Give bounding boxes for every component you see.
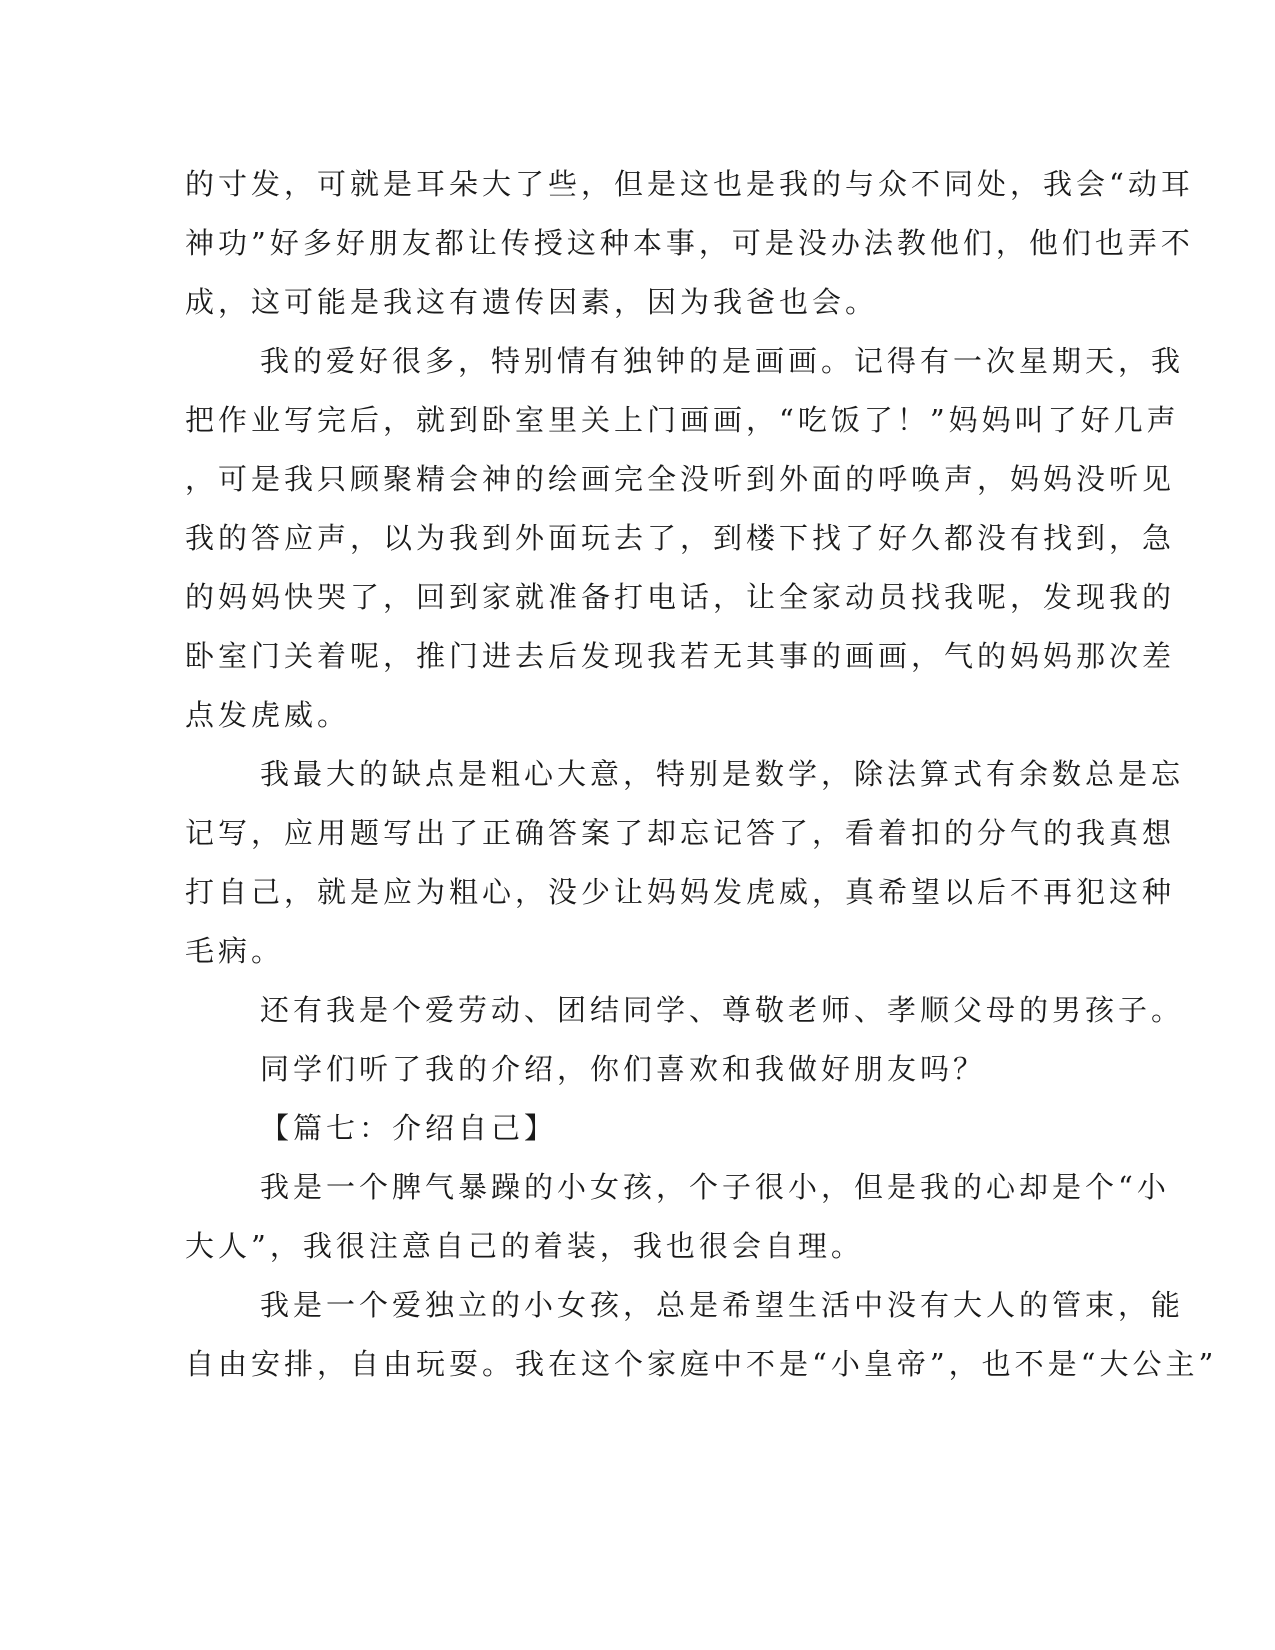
text-line: 打自己，就是应为粗心，没少让妈妈发虎威，真希望以后不再犯这种 (185, 875, 1176, 909)
paragraph-first-line: 我的爱好很多，特别情有独钟的是画画。记得有一次星期天，我 (260, 344, 1185, 378)
text-line: 神功”好多好朋友都让传授这种本事，可是没办法教他们，他们也弄不 (185, 226, 1194, 260)
text-line: 毛病。 (185, 934, 285, 968)
text-line: 点发虎威。 (185, 698, 351, 732)
text-line: 自由安排，自由玩耍。我在这个家庭中不是“小皇帝”，也不是“大公主” (185, 1347, 1218, 1381)
paragraph-first-line: 还有我是个爱劳动、团结同学、尊敬老师、孝顺父母的男孩子。 (260, 993, 1185, 1027)
text-line: ，可是我只顾聚精会神的绘画完全没听到外面的呼唤声，妈妈没听见 (185, 462, 1176, 496)
text-line: 卧室门关着呢，推门进去后发现我若无其事的画画，气的妈妈那次差 (185, 639, 1176, 673)
section-heading: 【篇七：介绍自己】 (260, 1111, 558, 1145)
paragraph-first-line: 我是一个爱独立的小女孩，总是希望生活中没有大人的管束，能 (260, 1288, 1185, 1322)
text-line: 记写，应用题写出了正确答案了却忘记答了，看着扣的分气的我真想 (185, 816, 1176, 850)
text-line: 我的答应声，以为我到外面玩去了，到楼下找了好久都没有找到，急 (185, 521, 1176, 555)
paragraph-first-line: 我最大的缺点是粗心大意，特别是数学，除法算式有余数总是忘 (260, 757, 1185, 791)
text-line: 的寸发，可就是耳朵大了些，但是这也是我的与众不同处，我会“动耳 (185, 167, 1194, 201)
text-line: 把作业写完后，就到卧室里关上门画画，“吃饭了！”妈妈叫了好几声 (185, 403, 1180, 437)
paragraph-first-line: 同学们听了我的介绍，你们喜欢和我做好朋友吗？ (260, 1052, 987, 1086)
text-line: 成，这可能是我这有遗传因素，因为我爸也会。 (185, 285, 879, 319)
text-line: 大人”，我很注意自己的着装，我也很会自理。 (185, 1229, 864, 1263)
paragraph-first-line: 我是一个脾气暴躁的小女孩，个子很小，但是我的心却是个“小 (260, 1170, 1170, 1204)
text-line: 的妈妈快哭了，回到家就准备打电话，让全家动员找我呢，发现我的 (185, 580, 1176, 614)
body-text (185, 155, 1218, 1394)
